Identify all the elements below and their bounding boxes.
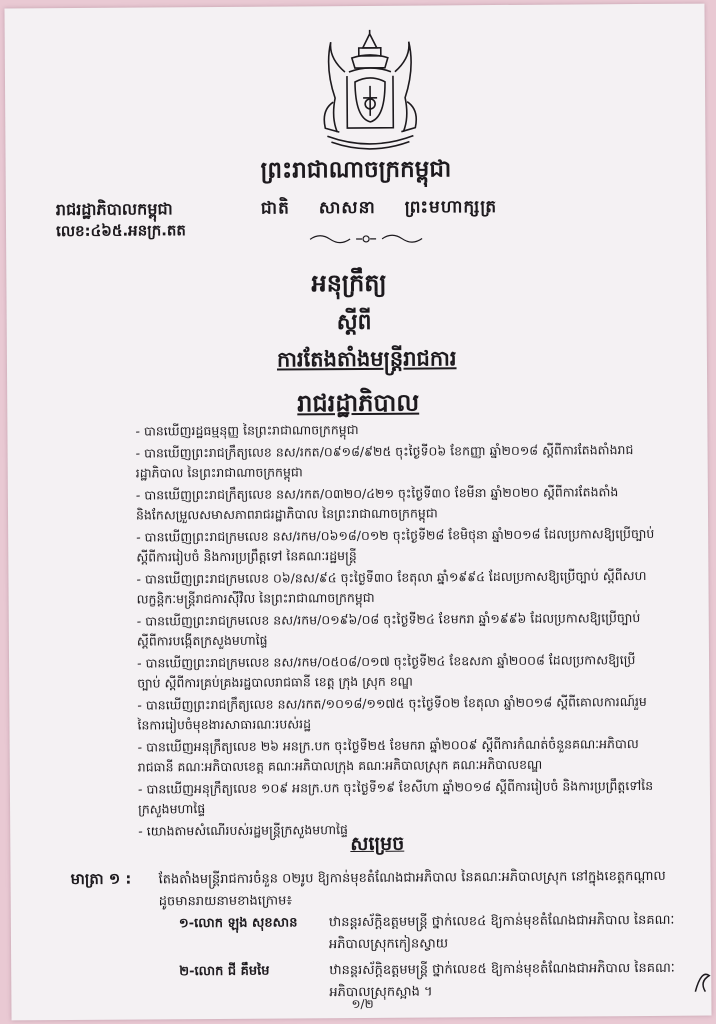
- recital-item: - បានឃើញអនុក្រឹត្យលេខ ២៦ អនក្រ.បក ចុះថ្ងៃទី២៥ ខែមករា ឆ្នាំ២០០៩ ស្តីពីការកំណត់ចំនួនគណៈអភិបាលរាជធានី គណៈអភិបាលខេត្ត គណៈអភិបាលក្រុង គណៈអភិបាលស្រុក គណៈអភិបាលខណ្ឌ: [138, 734, 658, 778]
- document-subject: ការតែងតាំងមន្ត្រីរាជការ: [276, 346, 457, 372]
- national-motto: [261, 196, 519, 223]
- recital-item: - បានឃើញព្រះរាជក្រឹត្យលេខ នស/រកត/១០១៨/១១៧៥ ចុះថ្ងៃទី០២ ខែតុលា ឆ្នាំ២០១៨ ស្តីពីគោលការណ៍រួម នៃការរៀបចំមុខងារសាធារណៈរបស់រដ្ឋ: [137, 692, 657, 736]
- article-label: មាត្រា ១ :: [70, 869, 132, 889]
- recitals-list: [135, 418, 658, 844]
- recital-item: - បានឃើញអនុក្រឹត្យលេខ ១០៩ អនក្រ.បក ចុះថ្ងៃទី១៩ ខែសីហា ឆ្នាំ២០១៨ ស្តីពីការរៀបចំ និងការប្រព្រឹត្តទៅនៃក្រសួងមហាផ្ទៃ: [138, 776, 658, 820]
- motto-nation: ជាតិ: [260, 198, 290, 219]
- recital-item: - បានឃើញព្រះរាជក្រមលេខ នស/រកម/០៦១៨/០១២ ចុះថ្ងៃទី២៨ ខែមិថុនា ឆ្នាំ២០១៨ ដែលប្រកាសឱ្យប្រើច្បាប់ស្តីពីការរៀបចំ និងការប្រព្រឹត្តទៅ នៃគណៈរដ្ឋមន្ត្រី: [136, 524, 656, 568]
- recital-item: - បានឃើញព្រះរាជក្រមលេខ នស/រកម/០១៩៦/០៨ ចុះថ្ងៃទី២៤ ខែមករា ឆ្នាំ១៩៩៦ ដែលប្រកាសឱ្យប្រើច្បាប់ ស្តីពីការបង្កើតក្រសួងមហាផ្ទៃ: [137, 608, 657, 652]
- appointee-name: ២-លោក ជី គឹមមៃ: [179, 963, 270, 980]
- motto-religion: សាសនា: [318, 197, 376, 219]
- recital-item: - បានឃើញព្រះរាជក្រឹត្យលេខ នស/រកត/០៩១៨/៩២៥ ចុះថ្ងៃទី០៦ ខែកញ្ញា ឆ្នាំ២០១៨ ស្តីពីការតែងតាំងរាជរដ្ឋាភិបាល នៃព្រះរាជាណាចក្រកម្ពុជា: [136, 440, 656, 484]
- issuing-authority: រាជរដ្ឋាភិបាល: [297, 388, 420, 418]
- motto-king: ព្រះមហាក្សត្រ: [404, 197, 498, 218]
- about-label: ស្តីពី: [336, 309, 372, 336]
- reference-number: លេខ:៤៦៥.អនក្រ.តត: [55, 221, 186, 241]
- appointee-name: ១-លោក ឡុង សុខសាន: [178, 915, 298, 932]
- issuing-government: រាជរដ្ឋាភិបាលកម្ពុជា: [55, 199, 173, 220]
- recital-item: - បានឃើញព្រះរាជក្រឹត្យលេខ នស/រកត/០៣២០/៤២១ ចុះថ្ងៃទី៣០ ខែមីនា ឆ្នាំ២០២០ ស្តីពីការតែងតាំង និងកែសម្រួលសមាសភាពរាជរដ្ឋាភិបាល នៃព្រះរាជាណាចក្រកម្ពុជា: [136, 482, 656, 526]
- recital-item: - បានឃើញរដ្ឋធម្មនុញ្ញ នៃព្រះរាជាណាចក្រកម្ពុជា: [135, 418, 655, 442]
- appointee-position: ឋានន្តរស័ក្តិឧត្តមមន្ត្រី ថ្នាក់លេខ៥ ឱ្យកាន់មុខតំណែងជាអភិបាល នៃគណៈអភិបាលស្រុកស្អាង ។: [329, 960, 675, 1001]
- recital-item: - បានឃើញព្រះរាជក្រមលេខ នស/រកម/០៥០៨/០១៧ ចុះថ្ងៃទី២៤ ខែឧសភា ឆ្នាំ២០០៨ ដែលប្រកាសឱ្យប្រើច្បាប់ ស្តីពីការគ្រប់គ្រងរដ្ឋបាលរាជធានី ខេត្ត ក្រុង ស្រុក ខណ្ឌ: [137, 650, 657, 694]
- article-text: តែងតាំងមន្ត្រីរាជការចំនួន ០២រូប ឱ្យកាន់មុខតំណែងជាអភិបាល នៃគណៈអភិបាលស្រុក នៅក្នុងខេត្តកណ្តាល ដូចមានរាយនាមខាងក្រោម៖: [158, 868, 666, 910]
- appointee-position: ឋានន្តរស័ក្តិឧត្តមមន្ត្រី ថ្នាក់លេខ៤ ឱ្យកាន់មុខតំណែងជាអភិបាល នៃគណៈអភិបាលស្រុកកៀនស្វាយ: [328, 912, 675, 953]
- kingdom-heading: ព្រះរាជាណាចក្រកម្ពុជា: [260, 156, 452, 184]
- page-number: ១/២: [351, 996, 374, 1012]
- document-page: [4, 4, 711, 1021]
- document-type: អនុក្រឹត្យ: [311, 268, 387, 298]
- royal-coat-of-arms-icon: [305, 27, 436, 158]
- decision-heading: សម្រេច: [350, 832, 405, 856]
- handwritten-initial-icon: [691, 966, 711, 996]
- ornament-divider-icon: [306, 230, 426, 249]
- recital-item: - យោងតាមសំណើរបស់រដ្ឋមន្ត្រីក្រសួងមហាផ្ទៃ: [138, 818, 658, 842]
- recital-item: - បានឃើញព្រះរាជក្រមលេខ ០៦/នស/៩៤ ចុះថ្ងៃទី៣០ ខែតុលា ឆ្នាំ១៩៩៤ ដែលប្រកាសឱ្យប្រើច្បាប់ ស្តីពីសហលក្ខន្តិកៈមន្ត្រីរាជការស៊ីវិល នៃព្រះរាជាណាចក្រកម្ពុជា: [136, 566, 656, 610]
